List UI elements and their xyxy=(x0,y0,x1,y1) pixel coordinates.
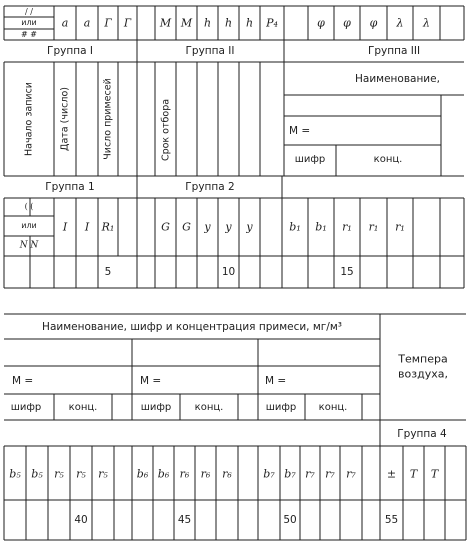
cipher-label: шифр xyxy=(140,402,172,413)
row2-symbol: y xyxy=(246,220,253,234)
row1-symbol: λ xyxy=(396,16,404,30)
group-1-label: Группа 1 xyxy=(45,180,95,193)
row3-symbol: r₅ xyxy=(98,467,108,481)
row3-symbol: b₅ xyxy=(9,467,21,481)
corner2-mid-text: или xyxy=(21,221,37,230)
row3-symbol: ± xyxy=(386,467,397,481)
corner-top-text: / / xyxy=(25,6,33,16)
row1-symbol: a xyxy=(61,16,69,30)
group-III-label: Группа III xyxy=(367,44,421,57)
row2-symbol: R₁ xyxy=(101,220,115,234)
row2-symbol: y xyxy=(204,220,211,234)
group-4-label: Группа 4 xyxy=(397,427,447,440)
row2-symbol: r₁ xyxy=(342,220,352,234)
row3-symbol: b₇ xyxy=(263,467,275,481)
row1-symbol: Г xyxy=(123,16,132,30)
concentration-label: конц. xyxy=(318,402,348,413)
row3-symbol: r₅ xyxy=(76,467,86,481)
row1-symbol: h xyxy=(245,16,254,30)
molar-mass-label: М = xyxy=(12,374,34,387)
row3-symbol: r₆ xyxy=(179,467,190,481)
row3-symbol: r₅ xyxy=(54,467,64,481)
cipher-label: шифр xyxy=(10,402,42,413)
row3-symbol: r₆ xyxy=(200,467,211,481)
air-temperature-line2: воздуха, xyxy=(398,367,448,381)
row3-symbol: r₆ xyxy=(222,467,232,481)
row2-symbol: y xyxy=(225,220,232,234)
row1-symbol: a xyxy=(83,16,91,30)
row2-symbol: G xyxy=(182,220,191,234)
row3-symbol: r₇ xyxy=(325,467,335,481)
row2-symbol: r₁ xyxy=(395,220,405,234)
row2-symbol: r₁ xyxy=(368,220,379,234)
row2-symbol: I xyxy=(84,220,90,234)
cipher-label: шифр xyxy=(265,402,297,413)
row1-symbol: φ xyxy=(343,16,351,30)
row3-symbol: b₆ xyxy=(136,467,149,481)
row1-symbol: h xyxy=(203,16,212,30)
row3-symbol: T xyxy=(430,467,439,481)
position-number: 45 xyxy=(177,513,192,526)
record-start-header: Начало записи xyxy=(23,82,35,156)
lower-substance-title: Наименование, шифр и концентрация примеси, мг/м³ xyxy=(42,320,342,333)
row1-symbol: h xyxy=(224,16,233,30)
row3-symbol: r₇ xyxy=(305,467,315,481)
date-header: Дата (число) xyxy=(59,87,71,151)
concentration-label: конц. xyxy=(194,402,224,413)
row3-symbol: b₇ xyxy=(284,467,296,481)
corner-mid-text: или xyxy=(21,18,37,27)
position-number: 5 xyxy=(104,265,112,278)
cipher-label: шифр xyxy=(294,154,326,165)
row1-symbol: P₄ xyxy=(266,16,278,30)
position-number: 40 xyxy=(74,513,88,526)
corner-bottom-text: # # xyxy=(21,29,37,39)
sampling-time-header: Срок отбора xyxy=(159,98,171,162)
row3-symbol: T xyxy=(409,467,418,481)
molar-mass-label: М = xyxy=(289,124,311,137)
corner2-bottom-text: N N xyxy=(19,240,39,251)
row1-symbol: Г xyxy=(104,16,112,30)
concentration-label: конц. xyxy=(68,402,98,413)
molar-mass-label: М = xyxy=(140,374,162,387)
group-II-label: Группа II xyxy=(185,44,235,57)
position-number: 55 xyxy=(384,513,399,526)
substance-name-title: Наименование, xyxy=(355,72,440,85)
row3-symbol: r₇ xyxy=(346,467,356,481)
position-number: 15 xyxy=(340,265,354,278)
row2-symbol: I xyxy=(62,220,68,234)
row2-symbol: G xyxy=(161,220,170,234)
row3-symbol: b₅ xyxy=(31,467,43,481)
corner2-top-text: ( ( xyxy=(24,202,34,211)
concentration-label: конц. xyxy=(373,154,403,165)
row1-symbol: λ xyxy=(423,16,430,30)
molar-mass-label: М = xyxy=(265,374,287,387)
air-temperature-line1: Темпера xyxy=(398,352,448,366)
row1-symbol: M xyxy=(180,16,193,30)
group-I-label: Группа I xyxy=(47,44,93,57)
row2-symbol: b₁ xyxy=(289,220,301,234)
row1-symbol: φ xyxy=(369,16,378,30)
group-2-label: Группа 2 xyxy=(185,180,235,193)
position-number: 50 xyxy=(283,513,297,526)
row2-symbol: b₁ xyxy=(315,220,327,234)
row1-symbol: M xyxy=(159,16,172,30)
position-number: 10 xyxy=(221,265,236,278)
impurities-count-header: Число примесей xyxy=(102,78,114,160)
row3-symbol: b₆ xyxy=(157,467,170,481)
row1-symbol: φ xyxy=(317,16,325,30)
